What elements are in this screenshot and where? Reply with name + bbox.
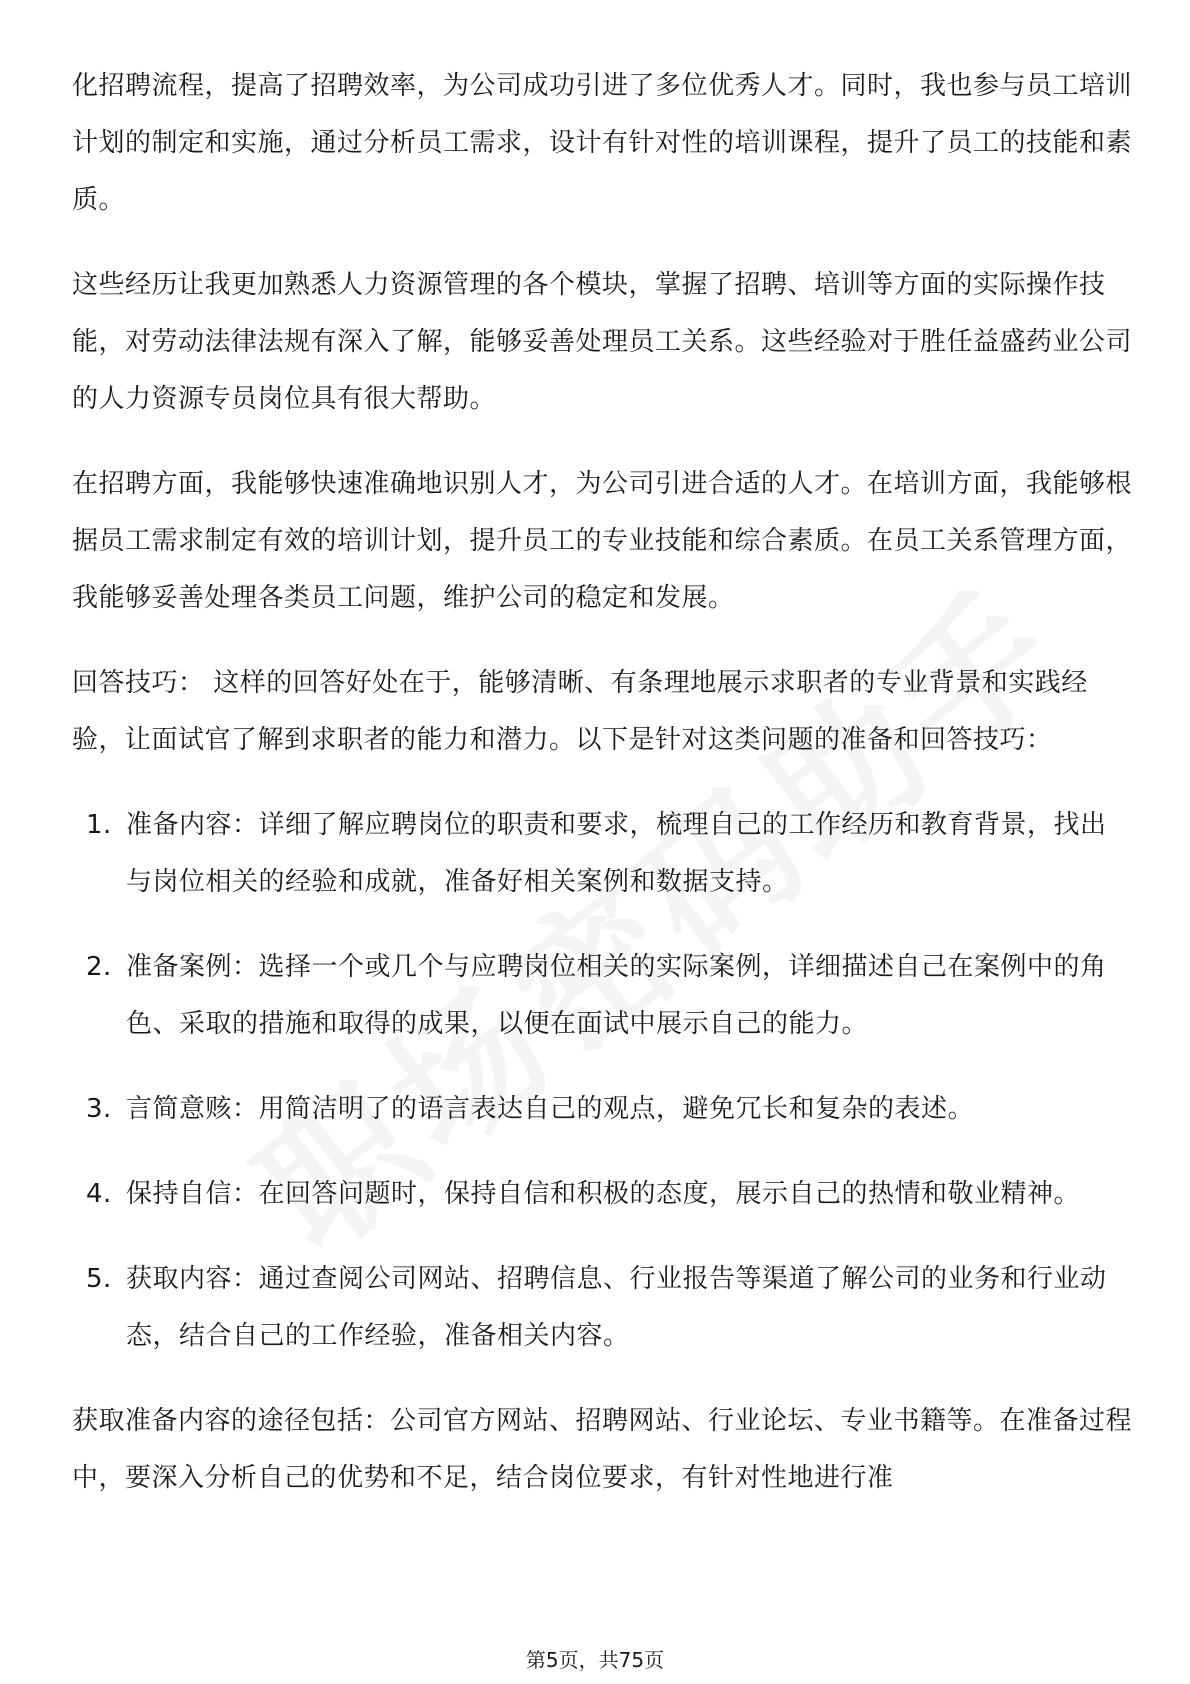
list-item bbox=[72, 1251, 1132, 1365]
list-item-text: 准备内容：详细了解应聘岗位的职责和要求，梳理自己的工作经历和教育背景，找出与岗位相关的经验和成就，准备好相关案例和数据支持。 bbox=[126, 810, 1107, 897]
list-number: 3. bbox=[86, 1094, 112, 1124]
document-body bbox=[72, 58, 1132, 1535]
closing-paragraph: 获取准备内容的途径包括：公司官方网站、招聘网站、行业论坛、专业书籍等。在准备过程中，要深入分析自己的优势和不足，结合岗位要求，有针对性地进行准 bbox=[72, 1406, 1133, 1493]
list-item bbox=[72, 939, 1132, 1053]
list-number: 4. bbox=[86, 1179, 112, 1209]
answer-tips-intro: 回答技巧： 这样的回答好处在于，能够清晰、有条理地展示求职者的专业背景和实践经验，让面试官了解到求职者的能力和潜力。以下是针对这类问题的准备和回答技巧： bbox=[72, 668, 1088, 755]
list-item-text: 获取内容：通过查阅公司网站、招聘信息、行业报告等渠道了解公司的业务和行业动态，结合自己的工作经验，准备相关内容。 bbox=[126, 1264, 1107, 1351]
page-number-footer: 第5页，共75页 bbox=[525, 1648, 665, 1672]
paragraph: 在招聘方面，我能够快速准确地识别人才，为公司引进合适的人才。在培训方面，我能够根据员工需求制定有效的培训计划，提升员工的专业技能和综合素质。在员工关系管理方面，我能够妥善处理各类员工问题，维护公司的稳定和发展。 bbox=[72, 469, 1133, 613]
paragraph: 这些经历让我更加熟悉人力资源管理的各个模块，掌握了招聘、培训等方面的实际操作技能，对劳动法律法规有深入了解，能够妥善处理员工关系。这些经验对于胜任益盛药业公司的人力资源专员岗位具有很大帮助。 bbox=[72, 270, 1133, 414]
list-item-text: 言简意赅：用简洁明了的语言表达自己的观点，避免冗长和复杂的表述。 bbox=[126, 1094, 975, 1124]
list-item bbox=[72, 1166, 1132, 1223]
list-number: 5. bbox=[86, 1264, 112, 1294]
list-number: 1. bbox=[86, 810, 112, 840]
list-item bbox=[72, 797, 1132, 911]
list-item-text: 准备案例：选择一个或几个与应聘岗位相关的实际案例，详细描述自己在案例中的角色、采取的措施和取得的成果，以便在面试中展示自己的能力。 bbox=[126, 952, 1107, 1039]
list-item bbox=[72, 1081, 1132, 1138]
paragraph: 化招聘流程，提高了招聘效率，为公司成功引进了多位优秀人才。同时，我也参与员工培训计划的制定和实施，通过分析员工需求，设计有针对性的培训课程，提升了员工的技能和素质。 bbox=[72, 71, 1133, 215]
list-number: 2. bbox=[86, 952, 112, 982]
tips-list bbox=[72, 797, 1132, 1365]
list-item-text: 保持自信：在回答问题时，保持自信和积极的态度，展示自己的热情和敬业精神。 bbox=[126, 1179, 1081, 1209]
